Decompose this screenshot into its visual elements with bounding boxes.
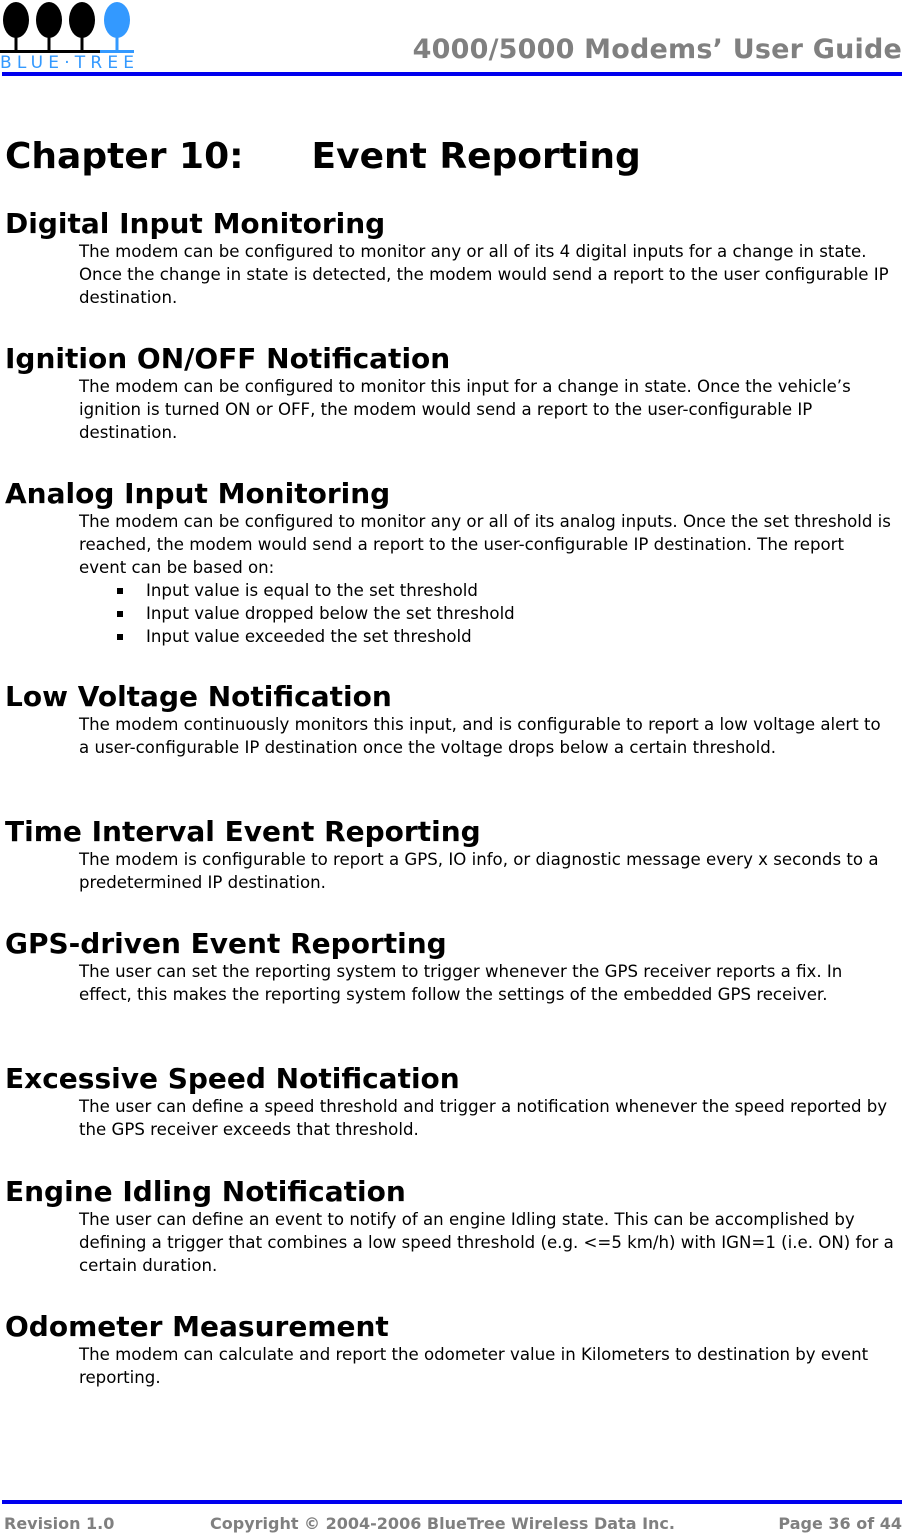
footer-page-number: Page 36 of 44 <box>778 1514 902 1533</box>
list-item <box>79 625 894 648</box>
section-heading: Engine Idling Notification <box>5 1175 406 1208</box>
section-gps-driven <box>5 927 894 1007</box>
section-analog-input <box>5 477 894 648</box>
section-body: The modem can be configured to monitor this input for a change in state. Once the vehicle’s ignition is turned ON or OFF, the modem would send a report to the user-configurable IP destination. <box>79 377 851 442</box>
section-heading: Analog Input Monitoring <box>5 477 391 510</box>
chapter-name: Event Reporting <box>311 136 641 177</box>
footer-copyright: Copyright © 2004-2006 BlueTree Wireless Data Inc. <box>210 1514 675 1533</box>
section-engine-idling <box>5 1175 894 1277</box>
section-body: The user can define an event to notify of an engine Idling state. This can be accomplished by defining a trigger that combines a low speed threshold (e.g. <=5 km/h) with IGN=1 (i.e. ON) for a certain duration. <box>79 1210 894 1275</box>
list-item <box>79 602 894 625</box>
section-body: The user can define a speed threshold and trigger a notification whenever the speed reported by the GPS receiver exceeds that threshold. <box>79 1097 888 1139</box>
section-ignition <box>5 342 894 444</box>
section-time-interval <box>5 815 894 895</box>
svg-text:BLUE·TREE: BLUE·TREE <box>0 53 134 70</box>
section-body: The user can set the reporting system to trigger whenever the GPS receiver reports a fix. In effect, this makes the reporting system follow the settings of the embedded GPS receiver. <box>79 962 843 1004</box>
list-item-text: Input value dropped below the set threshold <box>146 604 515 624</box>
list-item-text: Input value exceeded the set threshold <box>146 627 472 647</box>
chapter-number: Chapter 10: <box>5 136 244 177</box>
chapter-title <box>5 136 641 177</box>
section-body: The modem is configurable to report a GPS, IO info, or diagnostic message every x seconds to a predetermined IP destination. <box>79 850 879 892</box>
section-body: The modem can be configured to monitor any or all of its 4 digital inputs for a change in state. Once the change in state is detected, the modem would send a report to the user configurable IP destination. <box>79 242 889 307</box>
footer-revision: Revision 1.0 <box>4 1514 115 1533</box>
list-item <box>79 579 894 602</box>
section-body: The modem can be configured to monitor any or all of its analog inputs. Once the set threshold is reached, the modem would send a report to the user-configurable IP destination. The report event can be based on: <box>79 512 891 577</box>
section-excessive-speed <box>5 1062 894 1142</box>
section-heading: Odometer Measurement <box>5 1310 389 1343</box>
section-heading: Ignition ON/OFF Notification <box>5 342 451 375</box>
section-odometer <box>5 1310 894 1390</box>
bullet-icon <box>117 611 123 617</box>
list-item-text: Input value is equal to the set threshold <box>146 581 478 601</box>
section-heading: GPS-driven Event Reporting <box>5 927 447 960</box>
section-body: The modem continuously monitors this input, and is configurable to report a low voltage alert to a user-configurable IP destination once the voltage drops below a certain threshold. <box>79 715 881 757</box>
document-title: 4000/5000 Modems’ User Guide <box>412 34 902 65</box>
section-body: The modem can calculate and report the odometer value in Kilometers to destination by event reporting. <box>79 1345 869 1387</box>
bullet-list <box>79 579 894 648</box>
section-heading: Digital Input Monitoring <box>5 207 386 240</box>
section-heading: Low Voltage Notification <box>5 680 392 713</box>
section-heading: Excessive Speed Notification <box>5 1062 460 1095</box>
section-heading: Time Interval Event Reporting <box>5 815 481 848</box>
section-low-voltage <box>5 680 894 760</box>
bullet-icon <box>117 588 123 594</box>
section-digital-input <box>5 207 894 309</box>
header-rule <box>2 72 902 76</box>
footer-rule <box>2 1500 902 1504</box>
bullet-icon <box>117 634 123 640</box>
bluetree-logo <box>0 0 136 70</box>
